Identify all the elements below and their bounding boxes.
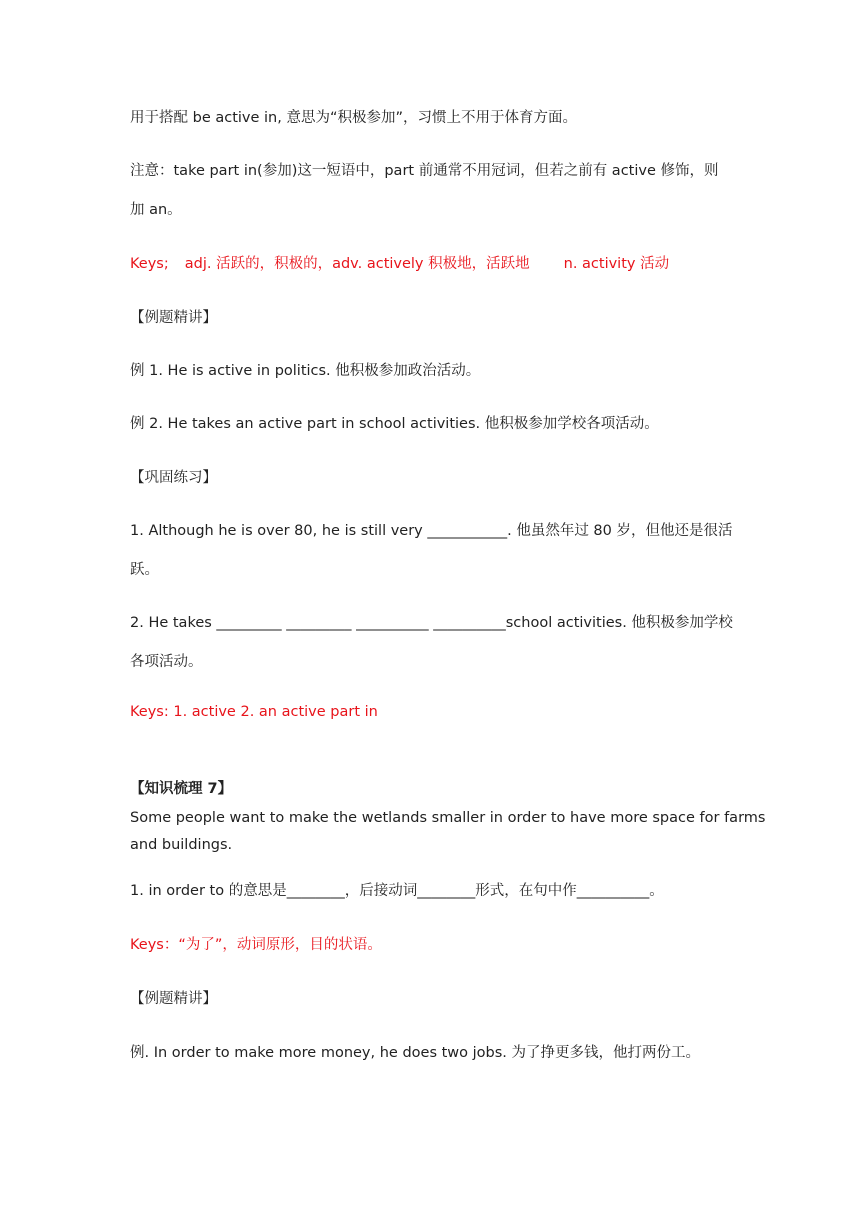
- question-in-order-to: 1. in order to 的意思是________，后接动词________形式，在句中作__________。: [130, 883, 664, 899]
- practice-answer-keys: Keys: 1. active 2. an active part in: [130, 704, 378, 720]
- paragraph-usage-note: 用于搭配 be active in, 意思为“积极参加”，习惯上不用于体育方面。: [130, 110, 577, 126]
- heading-examples-2: 【例题精讲】: [130, 991, 217, 1007]
- heading-examples: 【例题精讲】: [130, 310, 217, 326]
- keys-noun: n. activity 活动: [563, 256, 670, 272]
- paragraph-attention-line-2: 加 an。: [130, 202, 182, 218]
- sentence-line-1: Some people want to make the wetlands smaller in order to have more space for farms: [130, 810, 766, 826]
- example-1: 例 1. He is active in politics. 他积极参加政治活动。: [130, 363, 481, 379]
- practice-question-1-line-2: 跃。: [130, 562, 159, 578]
- heading-practice: 【巩固练习】: [130, 470, 217, 486]
- paragraph-attention-line-1: 注意：take part in(参加)这一短语中，part 前通常不用冠词，但若之前有 active 修饰，则: [130, 163, 719, 179]
- sentence-line-2: and buildings.: [130, 837, 233, 853]
- heading-knowledge-7: 【知识梳理 7】: [130, 781, 233, 797]
- example-2: 例 2. He takes an active part in school activities. 他积极参加学校各项活动。: [130, 416, 659, 432]
- keys-word-forms: [130, 254, 740, 274]
- example-in-order-to: 例. In order to make more money, he does two jobs. 为了挣更多钱，他打两份工。: [130, 1045, 701, 1061]
- keys-label: Keys;: [130, 256, 169, 272]
- practice-question-1-line-1: 1. Although he is over 80, he is still very ___________. 他虽然年过 80 岁，但他还是很活: [130, 523, 733, 539]
- practice-question-2-line-2: 各项活动。: [130, 654, 203, 670]
- keys-in-order-to: Keys：“为了”，动词原形，目的状语。: [130, 937, 382, 953]
- practice-question-2-line-1: 2. He takes _________ _________ __________ __________school activities. 他积极参加学校: [130, 615, 733, 631]
- keys-adjective-adverb: adj. 活跃的，积极的，adv. actively 积极地，活跃地: [184, 256, 530, 272]
